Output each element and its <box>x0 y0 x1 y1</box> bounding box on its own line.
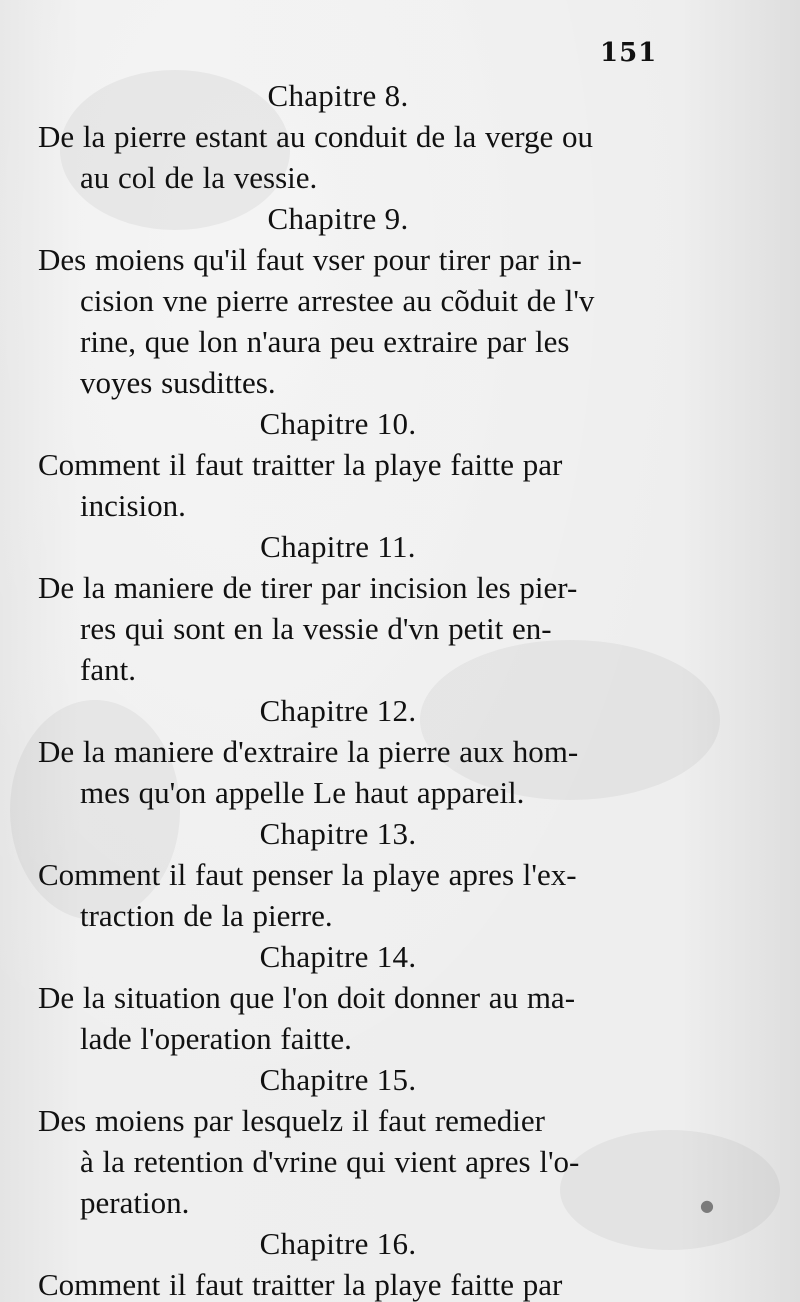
chapter-entry-15 <box>38 1059 638 1223</box>
chapter-description-line: fant. <box>80 652 136 687</box>
chapter-description-line: traction de la pierre. <box>80 898 333 933</box>
chapter-heading: Chapitre 13. <box>259 816 417 851</box>
chapter-description-line: rine, que lon n'aura peu extraire par les <box>80 324 570 359</box>
chapter-entry-13 <box>38 813 638 936</box>
chapter-description-line: mes qu'on appelle Le haut appareil. <box>80 775 525 810</box>
chapter-entry-12 <box>38 690 638 813</box>
page-number: 151 <box>600 38 658 68</box>
chapter-description-line: voyes susdittes. <box>80 365 276 400</box>
chapter-description-line: Comment il faut traitter la playe faitte par <box>38 447 563 482</box>
chapter-heading: Chapitre 16. <box>259 1226 417 1261</box>
chapter-heading: Chapitre 15. <box>259 1062 417 1097</box>
chapter-description-line: au col de la vessie. <box>80 160 318 195</box>
chapter-description-line: De la pierre estant au conduit de la verge ou <box>38 119 594 154</box>
chapter-description-line: peration. <box>80 1185 190 1220</box>
chapter-description-line: res qui sont en la vessie d'vn petit en- <box>80 611 552 646</box>
chapter-description-line: Des moiens par lesquelz il faut remedier <box>38 1103 545 1138</box>
chapter-heading: Chapitre 11. <box>260 529 416 564</box>
chapter-entry-10 <box>38 403 638 526</box>
chapter-entry-16 <box>38 1223 638 1302</box>
chapter-description-line: cision vne pierre arrestee au cõduit de l'v <box>80 283 595 318</box>
chapter-description-line: lade l'operation faitte. <box>80 1021 352 1056</box>
chapter-heading: Chapitre 8. <box>267 78 409 113</box>
chapter-heading: Chapitre 14. <box>259 939 417 974</box>
chapter-entry-9 <box>38 198 638 403</box>
chapter-heading: Chapitre 10. <box>259 406 417 441</box>
chapter-entry-8 <box>38 75 638 198</box>
ink-speck-icon: ● <box>700 1196 714 1215</box>
chapter-description-line: à la retention d'vrine qui vient apres l'o- <box>80 1144 580 1179</box>
chapter-description-line: De la situation que l'on doit donner au ma- <box>38 980 576 1015</box>
chapter-description-line: Comment il faut traitter la playe faitte par <box>38 1267 563 1302</box>
chapter-entry-14 <box>38 936 638 1059</box>
chapter-description-line: Des moiens qu'il faut vser pour tirer par in- <box>38 242 582 277</box>
chapter-description-line: incision. <box>80 488 186 523</box>
chapter-heading: Chapitre 9. <box>267 201 409 236</box>
chapter-entry-11 <box>38 526 638 690</box>
table-of-contents <box>38 75 638 1302</box>
chapter-description-line: De la maniere de tirer par incision les pier- <box>38 570 578 605</box>
chapter-description-line: Comment il faut penser la playe apres l'ex- <box>38 857 577 892</box>
chapter-heading: Chapitre 12. <box>259 693 417 728</box>
chapter-description-line: De la maniere d'extraire la pierre aux hom- <box>38 734 579 769</box>
